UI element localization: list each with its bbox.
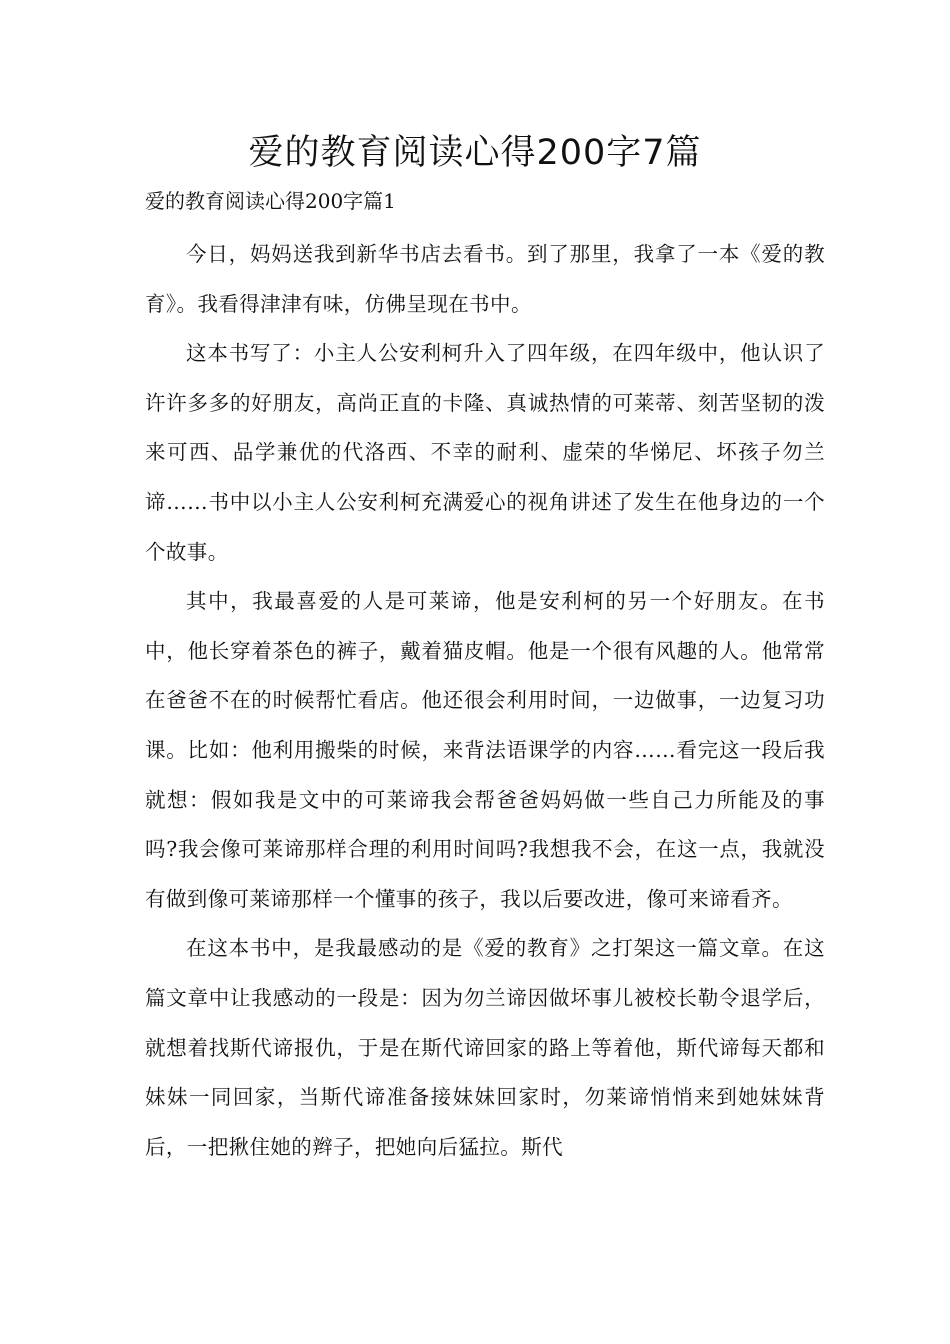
section-heading: 爱的教育阅读心得200字篇1 xyxy=(145,189,396,213)
document-title: 爱的教育阅读心得200字7篇 xyxy=(248,133,702,173)
paragraph-2: 这本书写了：小主人公安利柯升入了四年级，在四年级中，他认识了许许多多的好朋友，高尚正直的卡隆、真诚热情的可莱蒂、刻苦坚韧的泼来可西、品学兼优的代洛西、不幸的耐利、虚荣的华悌尼、坏孩子勿兰谛……书中以小主人公安利柯充满爱心的视角讲述了发生在他身边的一个个故事。 xyxy=(145,341,825,564)
paragraph-1: 今日，妈妈送我到新华书店去看书。到了那里，我拿了一本《爱的教育》。我看得津津有味，仿佛呈现在书中。 xyxy=(145,242,825,316)
paragraph-4: 在这本书中，是我最感动的是《爱的教育》之打架这一篇文章。在这篇文章中让我感动的一段是：因为勿兰谛因做坏事儿被校长勒令退学后，就想着找斯代谛报仇，于是在斯代谛回家的路上等着他，斯代谛每天都和妹妹一同回家，当斯代谛准备接妹妹回家时，勿莱谛悄悄来到她妹妹背后，一把揪住她的辫子，把她向后猛拉。斯代 xyxy=(145,936,825,1159)
document-body xyxy=(145,230,825,1172)
paragraph-3: 其中，我最喜爱的人是可莱谛，他是安利柯的另一个好朋友。在书中，他长穿着茶色的裤子，戴着猫皮帽。他是一个很有风趣的人。他常常在爸爸不在的时候帮忙看店。他还很会利用时间，一边做事，一边复习功课。比如：他利用搬柴的时候，来背法语课学的内容……看完这一段后我就想：假如我是文中的可莱谛我会帮爸爸妈妈做一些自己力所能及的事吗?我会像可莱谛那样合理的利用时间吗?我想我不会，在这一点，我就没有做到像可莱谛那样一个懂事的孩子，我以后要改进，像可来谛看齐。 xyxy=(145,589,825,911)
